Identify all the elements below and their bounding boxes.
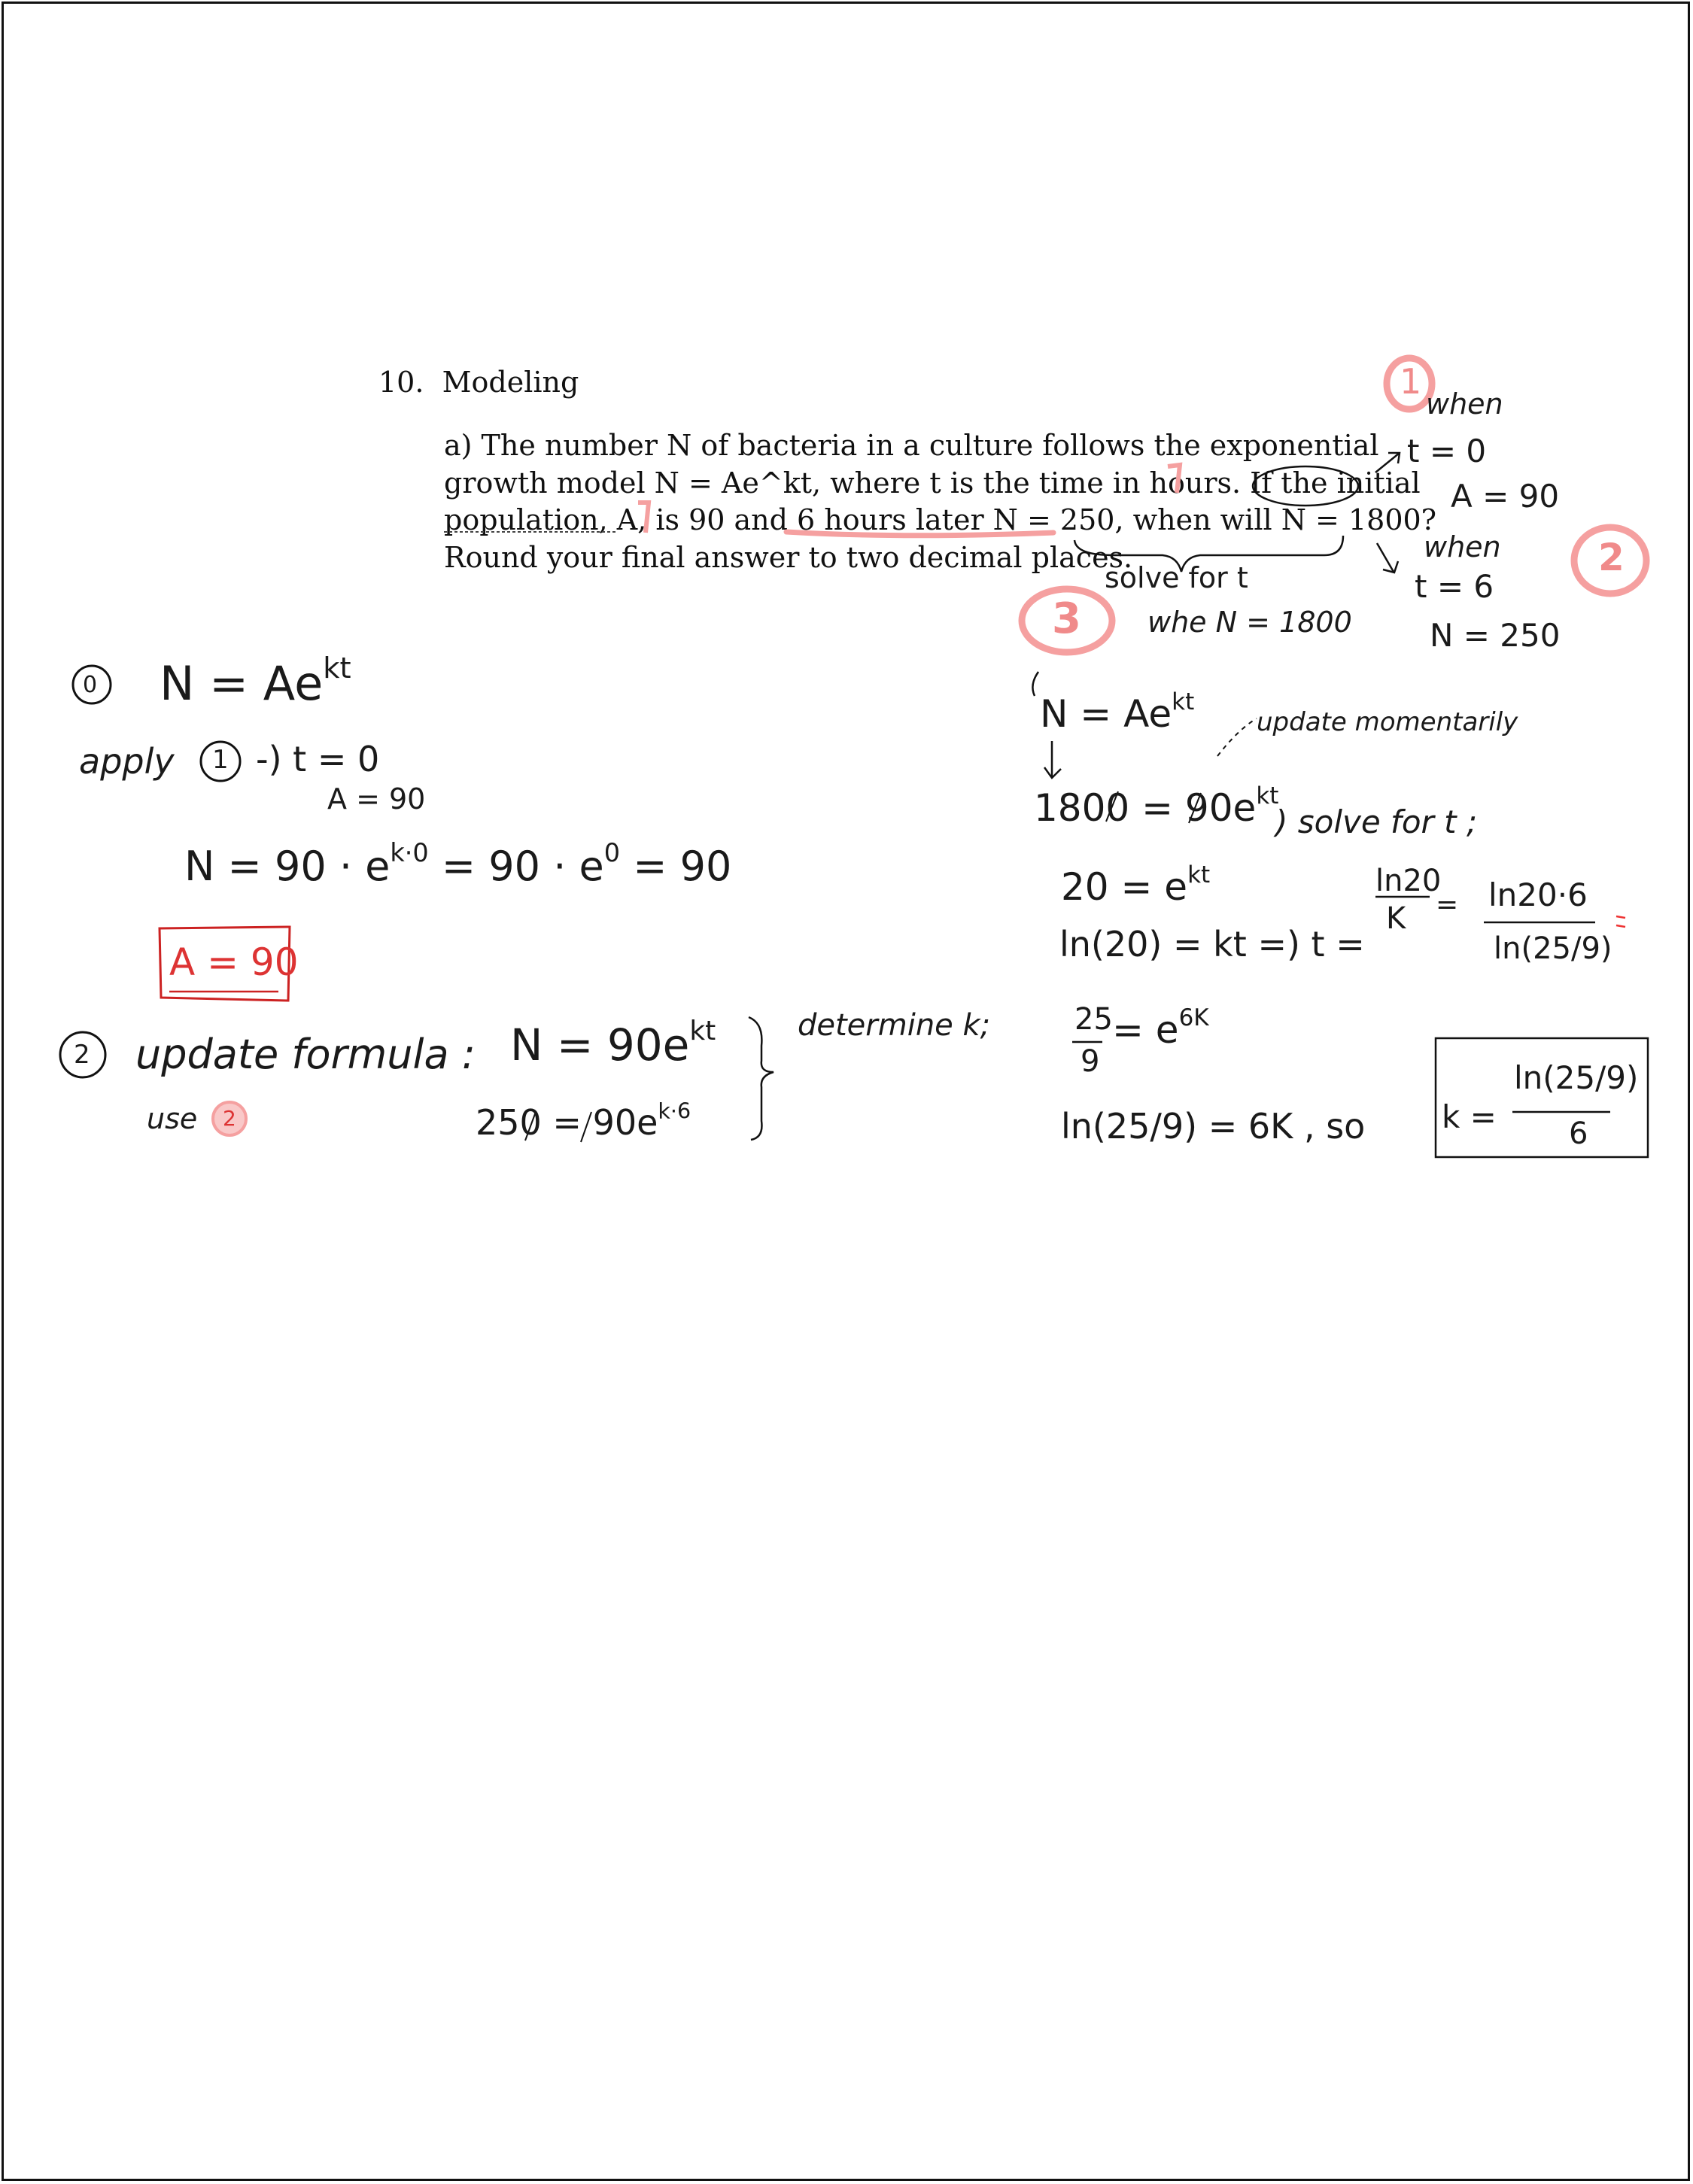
- arrow-to-step2: [1377, 543, 1398, 573]
- step1-when: when: [1426, 387, 1503, 421]
- step1-A: A = 90: [1451, 478, 1560, 515]
- step3-when-text: whe N = 1800: [1147, 606, 1352, 639]
- use-circle-label: 2: [223, 1106, 236, 1131]
- apply-A: A = 90: [327, 782, 426, 816]
- step2-when: when: [1424, 530, 1501, 563]
- update-note: update momentarily: [1257, 707, 1518, 737]
- eq-1800: $1800 = 90e^{kt}$: [1034, 782, 1279, 830]
- frac2-denominator: ln(25/9): [1494, 931, 1612, 966]
- step0-formula: $N = Ae^{kt}$: [160, 652, 351, 711]
- frac25-denominator: 9: [1081, 1044, 1100, 1079]
- step0-label: 0: [83, 672, 98, 698]
- arrow-to-step1: [1375, 453, 1400, 472]
- k-numerator: ln(25/9): [1514, 1059, 1639, 1096]
- problem-line-2: growth model N = Ae^kt, where t is the time in hours. If the initial: [444, 466, 1421, 500]
- problem-title: Modeling: [442, 366, 579, 399]
- apply-text: apply: [79, 741, 175, 782]
- eq-20: $20 = e^{kt}$: [1061, 861, 1211, 909]
- problem-line-1: a) The number N of bacteria in a culture follows the exponential: [444, 429, 1379, 462]
- k-answer-box: [1436, 1038, 1648, 1157]
- down-arrow: [1044, 741, 1061, 778]
- boxed-A: A = 90: [169, 940, 299, 984]
- problem-line-3: population, A, is 90 and 6 hours later N = 250, when will N = 1800?: [444, 503, 1437, 536]
- determine-brace: [749, 1017, 774, 1140]
- eq-250: $250 = 90e^{k\cdot 6}$: [476, 1098, 691, 1143]
- ln-equation: ln(20) = kt =) t =: [1059, 924, 1365, 964]
- frac25-rhs: = $e^{6K}$: [1112, 1004, 1209, 1052]
- k-lhs: k =: [1442, 1098, 1497, 1135]
- frac1-numerator: ln20: [1375, 864, 1442, 898]
- problem-line-4: Round your final answer to two decimal places.: [444, 540, 1133, 574]
- step2-N: N = 250: [1430, 617, 1561, 654]
- step2-t: t = 6: [1415, 568, 1494, 605]
- apply-t: -) t = 0: [256, 739, 380, 779]
- solve-text: ) solve for t ;: [1275, 803, 1478, 840]
- initial-circle: [1253, 466, 1358, 506]
- frac2-numerator: ln20·6: [1488, 876, 1588, 913]
- step1-label: 1: [1400, 361, 1422, 402]
- substitution: $N = 90 \cdot e^{k\cdot 0} = 90 \cdot e^0 = 90$: [184, 837, 732, 890]
- problem-number: 10.: [378, 366, 424, 399]
- k-denominator: 6: [1569, 1116, 1588, 1151]
- use-text: use: [147, 1102, 198, 1135]
- step1-t: t = 0: [1407, 433, 1487, 469]
- hours-underline: [786, 532, 1053, 536]
- update-step-label: 2: [74, 1040, 90, 1070]
- update-formula: $N = 90e^{kt}$: [510, 1016, 716, 1071]
- apply-circle-label: 1: [212, 745, 229, 775]
- frac25-numerator: 25: [1074, 1002, 1113, 1037]
- frac1-denominator: K: [1386, 901, 1406, 936]
- step3-solve-text: solve for t: [1105, 561, 1248, 594]
- ln25-equation: ln(25/9) = 6K , so: [1061, 1106, 1366, 1147]
- update-text: update formula :: [135, 1031, 476, 1078]
- right-formula: $N = Ae^{kt}$: [1040, 688, 1195, 736]
- step2-label: 2: [1598, 536, 1625, 579]
- determine-text: determine k;: [798, 1008, 991, 1043]
- step3-label: 3: [1052, 594, 1081, 643]
